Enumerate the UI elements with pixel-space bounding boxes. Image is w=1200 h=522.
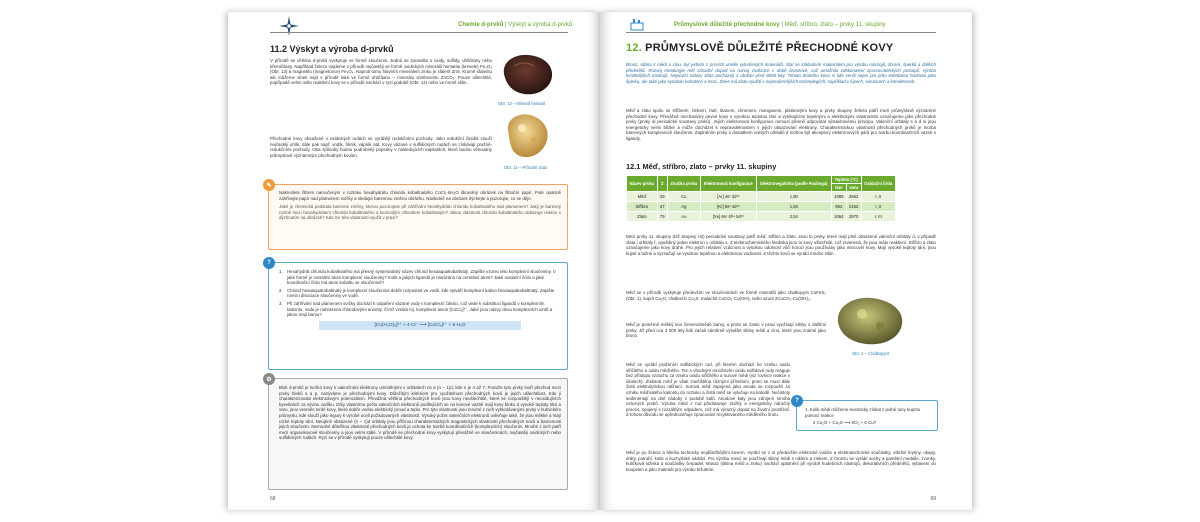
calculation-text: 1. Kolik mědi můžeme teoreticky získat z jedné tuny kupritu pomocí reakce bbox=[805, 407, 921, 418]
table-header: Název prvku bbox=[627, 176, 658, 192]
task-number: 3. bbox=[279, 300, 283, 306]
task-text: Hexahydrát chloridu kobaltnatého má přesný systematický název chlorid hexaaquakobaltnatý. Zapište vzorec této komplexní sloučeniny. V jaké formě je centrální atom komplexní sloučeniny? Kolik a jakých ligandů je navázáno na centrální atom? Jaké oxidační číslo a jaké koordinační číslo má atom kobaltu ve sloučenině? bbox=[287, 269, 556, 286]
chapter-paragraph-3: Měď se v přírodě vyskytuje především ve sloučeninách ve formě minerálů jako chalkopyrit CuFeS₂ (Obr. 1), kuprit Cu₂O, chalkozín Cu₂S, malachit CuCO₃·Cu(OH)₂ nebo azurit 2CuCO₃·Cu(OH)₂. bbox=[626, 290, 826, 301]
right-page-number: 69 bbox=[930, 496, 936, 502]
left-header-chapter: Chemie d-prvků bbox=[458, 22, 504, 28]
table-subheader: varu bbox=[846, 184, 861, 192]
list-item bbox=[279, 288, 561, 299]
list-item bbox=[279, 269, 561, 286]
tasks-box bbox=[268, 262, 568, 370]
fig1-caption: Obr. 1 – Chalkopyrit bbox=[852, 351, 890, 356]
fig14-caption: Obr. 14 – Přírodní zlato bbox=[504, 165, 548, 170]
table-cell: [Xe] 6s¹ 4f¹⁴ 5d¹⁰ bbox=[700, 212, 756, 222]
table-header: Teplota (°C) bbox=[831, 176, 861, 184]
chapter-title-text: PRŮMYSLOVĚ DŮLEŽITÉ PŘECHODNÉ KOVY bbox=[645, 42, 894, 54]
task-number: 2. bbox=[279, 287, 283, 293]
table-cell: 2562 bbox=[846, 192, 861, 202]
table-cell: 1064 bbox=[831, 212, 846, 222]
search-icon: ? bbox=[791, 395, 803, 407]
chapter-intro: Bronz, slitina z mědi a cínu, byl jedním z prvních uměle vytvořených materiálů. Stal se základním materiálem pro výrobu nástrojů, zbraní, šperků a dalších předmětů. Rozvoj metalurgie měl zásadní dopad na rozvoj civilizace v době bronzové, což umožnila zdokonalení zpracovatelských postupů, výroba kvalitnějších nástrojů. Nejstarší nálezy zlata pocházejí z období před 6000 lety. Tohoto drahého kovu si lidé cenili nejen pro jeho estetickou hodnotu jako šperku, ale také jako symbolu bohatství a moci. Dnes má zlato využití v nejmodernějších technologiích, například v čipech, senzorech a konektorech. bbox=[626, 62, 936, 84]
table-header: Elektronová konfigurace bbox=[700, 176, 756, 192]
experiment-text-2: Jaké je chemická podstata barevné změny, kterou pozorujete při zahřívání hexahydrátu chloridu kobaltnatého nad plamenem? Jaký je barevný roztok mezi hexahydrátem chloridu kobaltnatého a bezvodým chloridem kobaltnatým? Jakou vlastnost chloridu kobaltnatého dokazuje reakce s dýchnutím na obrázek? Kde lze této vlastnosti využít v praxi? bbox=[279, 204, 561, 221]
table-cell: 2970 bbox=[846, 212, 861, 222]
chapter-paragraph-6: Měď je po železe a hliníku technicky nejdůležitějším kovem. Vyrábí se z ní především elektrické vodiče a elektrotechnické součástky, střešní krytiny, okapy, dráty, potrubí, kotle a kuchyňské nádobí. Pro výrobu mincí se používají slitiny mědi s niklem a zinkem. Z bronzu se vyrábí sochy a pamětní medaile, zvonky, kuličková ložiska a součástky čerpadel. Mosaz (slitina mědi a zinku) nachází uplatnění při výrobě hudebních nástrojů, dekorativních předmětů, vybavení do koupelen a jako materiál pro výrobu bižuterie. bbox=[626, 450, 936, 472]
table-cell: Ag bbox=[667, 202, 700, 212]
left-intro-text-2: Přechodné kovy obsažené v oxidických rudách se vyrábějí redukčními pochody. Jako redukční činidla slouží nejčastěji uhlík, dále pak např. vodík, hliník, vápník atd. Kovy vázané v sulfidických rudách se získávají pražně-redukčními pochody. Oba způsoby budou podrobněji popsány v následujících kapitolách, které budou věnovány průmyslově významným přechodným kovům. bbox=[270, 136, 492, 158]
list-item bbox=[279, 301, 561, 318]
table-subheader: tání bbox=[831, 184, 846, 192]
right-running-header bbox=[674, 22, 886, 28]
left-running-header bbox=[458, 22, 572, 28]
table-cell: 47 bbox=[657, 202, 667, 212]
task-number: 1. bbox=[279, 269, 283, 274]
summary-text: Blok d-prvků je tvořen kovy s valenčními elektrony umístěnými v orbitalech ns a (n − 1)d, kde n je 4 až 7. Protože tyto prvky tvoří přechod mezi prvky bloků s a p, nazýváme je přechodnými kovy. Důležitým kritériem pro využitelnost přechodných kovů je jejich ušlechtilost. Kde ji charakterizovala elektrodovým potenciálem. Převážná většina přechodných kovů jsou kovy neušlechtilé, které se rozpouštějí v neoxidujících kyselinách za vývinu vodíku. Díky vlastnímu počtu valenčních elektronů podílejících se na kovové vazbě mají kovy bloku d vysoké teploty tání a varu, jsou vesměs tvrdé kovy, které dobře vedou elektrický proud a teplo. Pro tyto vlastnosti jsou mnohé z nich vyhledávanými prvky v hutnickém průmyslu, kde slouží jako legury k výrobě oceli požadovaných vlastností. Vysoký počet valenčních elektronů ovlivňuje také, že jsou měkké a mají nízké teploty tání. Neúplně obsazené (n − 1)d orbitaly jsou příčinou charakteristických magnetických vlastností přechodných kovů a barevnosti jejich sloučenin. Nemnohé důležitou vlastností přechodných kovů je ochota ke tvorbě koordinačních (komplexních) sloučenin. Mnohé z nich patří mezi organokovové sloučeniny a jsou velmi stálé. V přírodě se přechodné kovy vyskytují převážně ve sloučeninách, nejčastěji oxidických nebo sulfidických rudách. Ryzí se v přírodě vyskytují pouze ušlechtilé kovy. bbox=[279, 385, 561, 441]
table-cell: Stříbro bbox=[627, 202, 658, 212]
gear-icon: ⚙ bbox=[263, 373, 275, 385]
calculation-formula: 2 Cu₂O + Cu₂S ⟶ SO₂ + 6 Cu? bbox=[813, 420, 877, 426]
table-row bbox=[627, 212, 896, 222]
dissociation-formula: [Co(H₂O)₆]²⁺ + 4 Cl⁻ ⟶ [CoCl₄]²⁻ + 6 H₂O bbox=[319, 321, 521, 330]
chapter-number: 12. bbox=[626, 42, 642, 54]
native-gold-image bbox=[500, 110, 554, 162]
table-cell: 1085 bbox=[831, 192, 846, 202]
subsection-heading bbox=[626, 162, 936, 171]
table-header: Z bbox=[657, 176, 667, 192]
hematite-image bbox=[498, 50, 556, 98]
table-header: Oxidační čísla bbox=[861, 176, 895, 192]
fig13-caption: Obr. 13 – Minerál hematit bbox=[498, 101, 546, 106]
left-header-separator: | bbox=[505, 22, 507, 28]
experiment-box bbox=[268, 184, 568, 250]
right-header-subtitle: Měď, stříbro, zlato – prvky 11. skupiny bbox=[784, 22, 886, 28]
left-page bbox=[228, 12, 600, 510]
chapter-title bbox=[626, 42, 893, 54]
table-header: Značka prvku bbox=[667, 176, 700, 192]
task-text: Chlorid hexaaquakobaltnatý je komplexní sloučenina dobře rozpustná ve vodě, kde vytváří komplexní kation hexaaquakobaltnatý. Zapište rovnici disociace sloučeniny ve vodě. bbox=[287, 287, 555, 299]
table-cell: 2162 bbox=[846, 202, 861, 212]
table-cell: Au bbox=[667, 212, 700, 222]
table-cell: I, III bbox=[861, 212, 895, 222]
table-cell: 79 bbox=[657, 212, 667, 222]
search-icon: ? bbox=[263, 257, 275, 269]
experiment-text-1: Nakreslete filtrem namočeným v roztoku hexahydrátu chloridu kobaltnatého CoCl₂·6H₂O libovolný obrázek na filtrační papír. Poté opatrně zahřívejte papír nad plamenem svíčky a sledujte barevnou změnu obrázku. Následně na obrázek dýchejte a pozorujte, co se děje. bbox=[279, 190, 561, 201]
table-cell: [Kr] 5s¹ 4d¹⁰ bbox=[700, 202, 756, 212]
table-cell: Cu bbox=[667, 192, 700, 202]
table-row bbox=[627, 192, 896, 202]
chapter-paragraph-5: Měď se vyrábí pražením sulfidických rud, při kterém dochází ke vzniku oxidu siřičitého a oxidu měďného. Ten s vhodným množstvím oxidu sulfidové rudy reaguje bez přístupu vzduchu za vzniku oxidu siřičitého a surové mědi (viz rovnice reakce v úkolech). Získaná měď je však znečištěna různými příměsmi, proto se musí dále čistit elektrolytickou rafinací. Surová měď zapojená jako anoda se rozpouští za vzniku měďnatého kationtu do roztoku a čistá měď se vylučuje na katodě. Nečistoty sedimentují na dně nádoby v podobě kalů. Anodové kaly jsou zdrojem mnoha vzácných prvků. Výroba mědi z rud představuje složitý a energeticky náročný proces, spojený s rozsáhlým odpadem, což má výrazný dopad na životní prostředí. Z tohoto důvodu se upřednostňuje zpracování recyklovaného měděného šrotu. bbox=[626, 362, 790, 418]
table-row bbox=[627, 202, 896, 212]
chapter-paragraph-2: Mezi prvky 11. skupiny (též skupiny I.B) periodické soustavy patří měď, stříbro a zlato. Jsou to prvky, které mají plně obsazené valenční orbitaly d, v případě zlata i orbitaly f, opuštěný jeden elektron v orbitalu s. Z elektrochemického hlediska jsou to kovy ušlechtilé, což znamená, že jsou málo reaktivní. Stříbro a zlato označujeme jako kovy drahé. Pro jejich relativní vzácnost a vysokou odolnost vůči korozi jsou používány jako mincovní kovy. Mají vysoké teploty tání, jsou kujné a tažné a vyznačují se vysokou tepelnou a elektrickou vodivostí. Z těchto kovů se vyrábí mnoho slitin. bbox=[626, 234, 936, 256]
calculation-box bbox=[796, 400, 938, 431]
left-header-subtitle: Výskyt a výroba d-prvků bbox=[508, 22, 573, 28]
tasks-list bbox=[279, 269, 561, 318]
right-header-chapter: Průmyslově důležité přechodné kovy bbox=[674, 22, 780, 28]
left-page-number: 68 bbox=[270, 496, 276, 502]
table-cell: Zlato bbox=[627, 212, 658, 222]
left-header-rule bbox=[270, 32, 568, 33]
table-cell: Měď bbox=[627, 192, 658, 202]
table-cell: 29 bbox=[657, 192, 667, 202]
task-text: Při zahřívání nad plamenem svíčky dochází k odpaření vázané vody v komplexní částici, což vede k substituci ligandů v komplexním kationtu, voda je nahrazena chloridovými anionty. Čímž vzniká mj. komplexní anion [CoCl₄]²⁻. Jaké jsou názvy obou komplexních iontů a jakou mají barvu? bbox=[287, 300, 553, 318]
table-header: Elektronegativita (podle Paulinga) bbox=[756, 176, 831, 192]
chapter-paragraph-4: Měď je poměrně měkký kov červenohnědé barvy, a proto se často v praxi využívají slitiny s dalšími prvky. Již před cca 3 000 lety lidé začali záměrně vytvářet slitiny mědi a cínu, které jsou známé jako bronz. bbox=[626, 322, 826, 339]
pencil-icon: ✎ bbox=[263, 179, 275, 191]
table-cell: 2,54 bbox=[756, 212, 831, 222]
compass-rose-icon bbox=[278, 15, 300, 37]
table-cell: I, II bbox=[861, 202, 895, 212]
summary-box bbox=[268, 378, 568, 490]
book-spread bbox=[228, 12, 972, 512]
table-cell: I, II bbox=[861, 192, 895, 202]
right-page bbox=[600, 12, 972, 510]
chalcopyrite-image bbox=[832, 292, 910, 348]
left-section-title: 11.2 Výskyt a výroba d-prvků bbox=[270, 44, 394, 54]
subsection-title: 12.1 Měď, stříbro, zlato – prvky 11. skupiny bbox=[626, 162, 777, 171]
table-cell: 1,93 bbox=[756, 202, 831, 212]
chapter-paragraph-1: Měď a zlato spolu se stříbrem, zinkem, rtutí, titanem, chromem, manganem, platinovými kovy a prvky skupiny železa patří mezi průmyslově významné přechodné kovy. Převážně mechanicky pevné kovy s vysokou teplotou tání a vynikajícími tepelnými a elektrickými vlastnostmi označujeme jako přechodné prvky (prvky di periodické soustavy prvků). Jejich elektronová konfigurace nemusí přesně odpovídat výstavbovému principu. Valenční orbitaly s a d si jsou energeticky velmi blízké a může docházet k nepravidelnostem v jejich obsazování elektrony. Charakteristickou vlastností přechodných prvků je tvorba barevných komplexních sloučenin. Zaplněním prvky s dostatkem volných orbitalů d mohou být akceptory elektronových párů pro tvorbu koordinačních vazeb s ligandy. bbox=[626, 108, 936, 141]
elements-table bbox=[626, 175, 896, 222]
right-header-rule bbox=[626, 32, 936, 33]
table-cell: [Ar] 4s¹ 3d¹⁰ bbox=[700, 192, 756, 202]
right-header-separator: | bbox=[781, 22, 783, 28]
factory-icon bbox=[630, 17, 644, 31]
table-cell: 1,90 bbox=[756, 192, 831, 202]
left-intro-text: V přírodě se většina d-prvků vyskytuje ve formě sloučenin. Jedná se zpravidla o oxidy, sulfidy, uhličitany nebo křemičitany. Například železo najdeme v přírodě nejčastěji ve formě oxidických minerálů hematitu (krevele) Fe₂O₃ (Obr. 13) a magnetitu (magnetovce) Fe₃O₄. Naproti tomu hlavním minerálem zinku je sfalerit ZnS. Kromě sfaleritu ale můžeme zinek najít v přírodě také ve formě uhličitanu – minerálu smithsonitu ZnCO₃. Pouze ušlechtilé, popřípadě velmi málo reaktivní kovy se v přírodě nachází v ryzí podobě (Obr. 14) nebo ve formě slitin. bbox=[270, 58, 492, 86]
table-cell: 962 bbox=[831, 202, 846, 212]
